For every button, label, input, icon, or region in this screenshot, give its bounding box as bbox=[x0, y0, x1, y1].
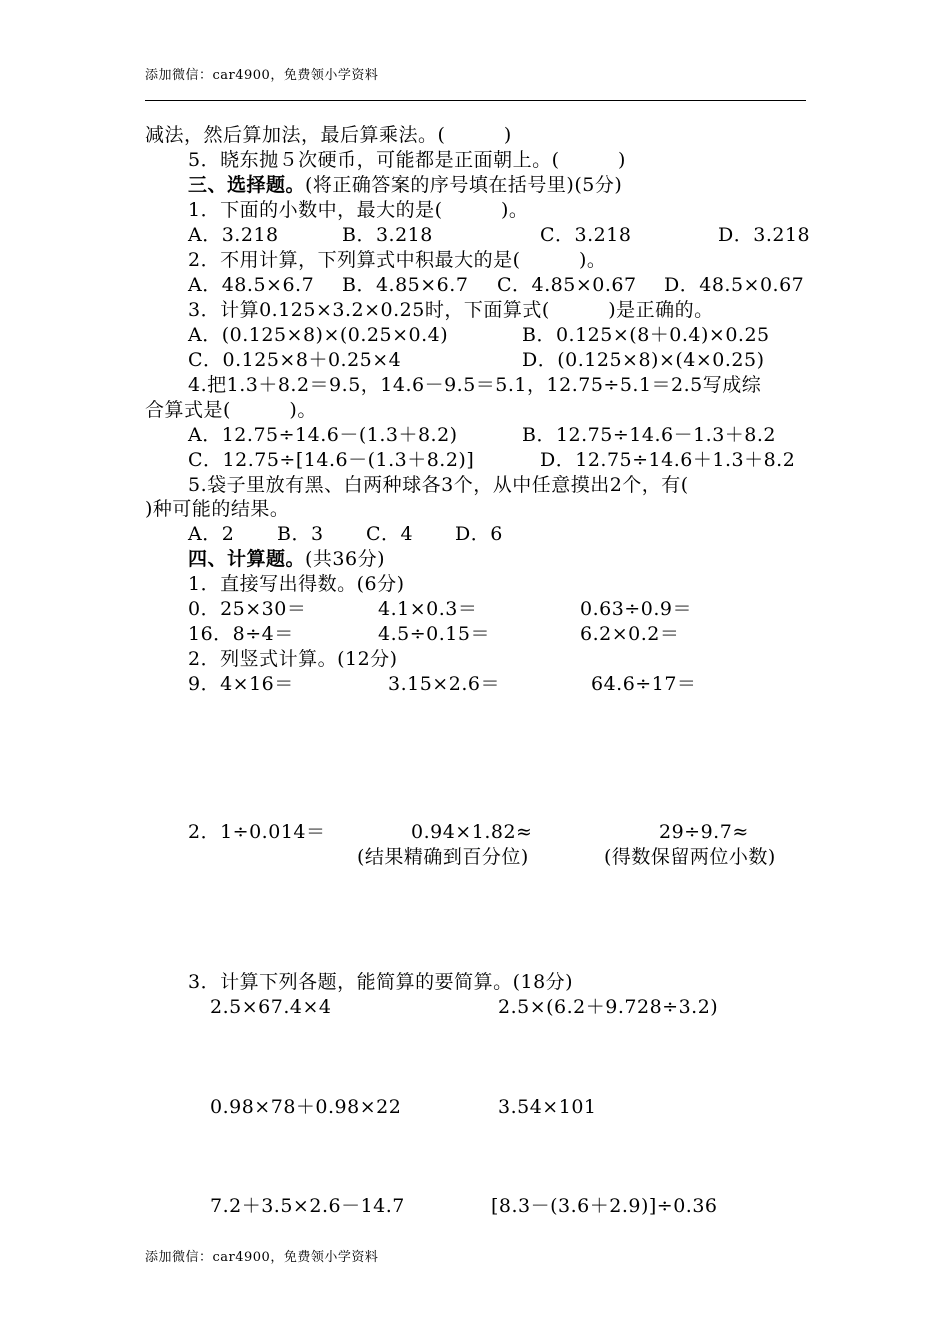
vertical-calc-item: 9．4×16＝ bbox=[188, 673, 294, 695]
choice-q1-option-d: D．3.218 bbox=[718, 224, 811, 246]
page-header: 添加微信：car4900，免费领小学资料 bbox=[145, 68, 379, 83]
rounding-note: (得数保留两位小数) bbox=[604, 846, 776, 868]
section-4-note: (共36分) bbox=[305, 548, 386, 570]
simplify-calc-item: 2.5×(6.2＋9.728÷3.2) bbox=[498, 996, 719, 1018]
choice-q2-option-d: D．48.5×0.67 bbox=[664, 274, 805, 296]
choice-q2-option-b: B．4.85×6.7 bbox=[342, 274, 469, 296]
header-rule bbox=[145, 100, 806, 101]
oral-calc-item: 16．8÷4＝ bbox=[188, 623, 294, 645]
oral-calc-item: 4.1×0.3＝ bbox=[378, 598, 478, 620]
choice-q5-option-a: A．2 bbox=[188, 523, 235, 545]
choice-q5-option-c: C．4 bbox=[366, 523, 414, 545]
choice-q3-option-c: C．0.125×8＋0.25×4 bbox=[188, 349, 402, 371]
vertical-calc-item: 0.94×1.82≈ bbox=[411, 821, 533, 843]
choice-q1-option-b: B．3.218 bbox=[342, 224, 433, 246]
section-3-heading bbox=[188, 173, 622, 197]
calc-part2-title: 2．列竖式计算。(12分) bbox=[188, 648, 398, 670]
choice-q1-option-a: A．3.218 bbox=[188, 224, 279, 246]
section-4-heading bbox=[188, 547, 385, 571]
choice-q5-stem-line2: )种可能的结果。 bbox=[145, 498, 290, 520]
oral-calc-item: 0.63÷0.9＝ bbox=[580, 598, 692, 620]
calc-part3-title: 3．计算下列各题，能简算的要简算。(18分) bbox=[188, 971, 574, 993]
choice-q5-option-b: B．3 bbox=[277, 523, 324, 545]
vertical-calc-item: 3.15×2.6＝ bbox=[388, 673, 500, 695]
choice-q2-stem: 2．不用计算，下列算式中积最大的是( )。 bbox=[188, 249, 607, 271]
choice-q4-option-b: B．12.75÷14.6－1.3＋8.2 bbox=[522, 424, 777, 446]
section-3-title: 三、选择题。 bbox=[188, 174, 306, 196]
simplify-calc-item: 0.98×78＋0.98×22 bbox=[210, 1096, 402, 1118]
choice-q4-option-d: D．12.75÷14.6＋1.3＋8.2 bbox=[540, 449, 796, 471]
choice-q3-stem: 3．计算0.125×3.2×0.25时，下面算式( )是正确的。 bbox=[188, 299, 714, 321]
choice-q3-option-d: D．(0.125×8)×(4×0.25) bbox=[522, 349, 765, 371]
vertical-calc-item: 2．1÷0.014＝ bbox=[188, 821, 326, 843]
simplify-calc-item: [8.3－(3.6＋2.9)]÷0.36 bbox=[491, 1195, 718, 1217]
simplify-calc-item: 3.54×101 bbox=[498, 1096, 597, 1118]
oral-calc-item: 4.5÷0.15＝ bbox=[378, 623, 490, 645]
section-4-title: 四、计算题。 bbox=[188, 548, 306, 570]
calc-part1-title: 1．直接写出得数。(6分) bbox=[188, 573, 405, 595]
simplify-calc-item: 7.2＋3.5×2.6－14.7 bbox=[210, 1195, 405, 1217]
judge-question-5: 5．晓东抛５次硬币，可能都是正面朝上。( ) bbox=[188, 149, 626, 171]
choice-q4-option-a: A．12.75÷14.6－(1.3＋8.2) bbox=[188, 424, 458, 446]
page-footer: 添加微信：car4900，免费领小学资料 bbox=[145, 1250, 379, 1265]
choice-q4-stem-line2: 合算式是( )。 bbox=[145, 399, 317, 421]
choice-q4-option-c: C．12.75÷[14.6－(1.3＋8.2)] bbox=[188, 449, 475, 471]
choice-q2-option-a: A．48.5×6.7 bbox=[188, 274, 315, 296]
choice-q1-option-c: C．3.218 bbox=[540, 224, 632, 246]
vertical-calc-item: 29÷9.7≈ bbox=[659, 821, 749, 843]
choice-q5-stem-line1: 5.袋子里放有黑、白两种球各3个，从中任意摸出2个，有( bbox=[188, 474, 689, 496]
choice-q5-option-d: D．6 bbox=[455, 523, 503, 545]
choice-q3-option-b: B．0.125×(8＋0.4)×0.25 bbox=[522, 324, 770, 346]
choice-q3-option-a: A．(0.125×8)×(0.25×0.4) bbox=[188, 324, 449, 346]
oral-calc-item: 6.2×0.2＝ bbox=[580, 623, 680, 645]
simplify-calc-item: 2.5×67.4×4 bbox=[210, 996, 332, 1018]
choice-q2-option-c: C．4.85×0.67 bbox=[497, 274, 637, 296]
choice-q4-stem-line1: 4.把1.3＋8.2＝9.5，14.6－9.5＝5.1，12.75÷5.1＝2.5写成综 bbox=[188, 374, 762, 396]
rounding-note: (结果精确到百分位) bbox=[357, 846, 529, 868]
section-3-note: (将正确答案的序号填在括号里)(5分) bbox=[305, 174, 623, 196]
choice-q1-stem: 1．下面的小数中，最大的是( )。 bbox=[188, 199, 529, 221]
oral-calc-item: 0．25×30＝ bbox=[188, 598, 307, 620]
judge-line-continued: 减法，然后算加法，最后算乘法。( ) bbox=[145, 124, 512, 146]
vertical-calc-item: 64.6÷17＝ bbox=[591, 673, 697, 695]
